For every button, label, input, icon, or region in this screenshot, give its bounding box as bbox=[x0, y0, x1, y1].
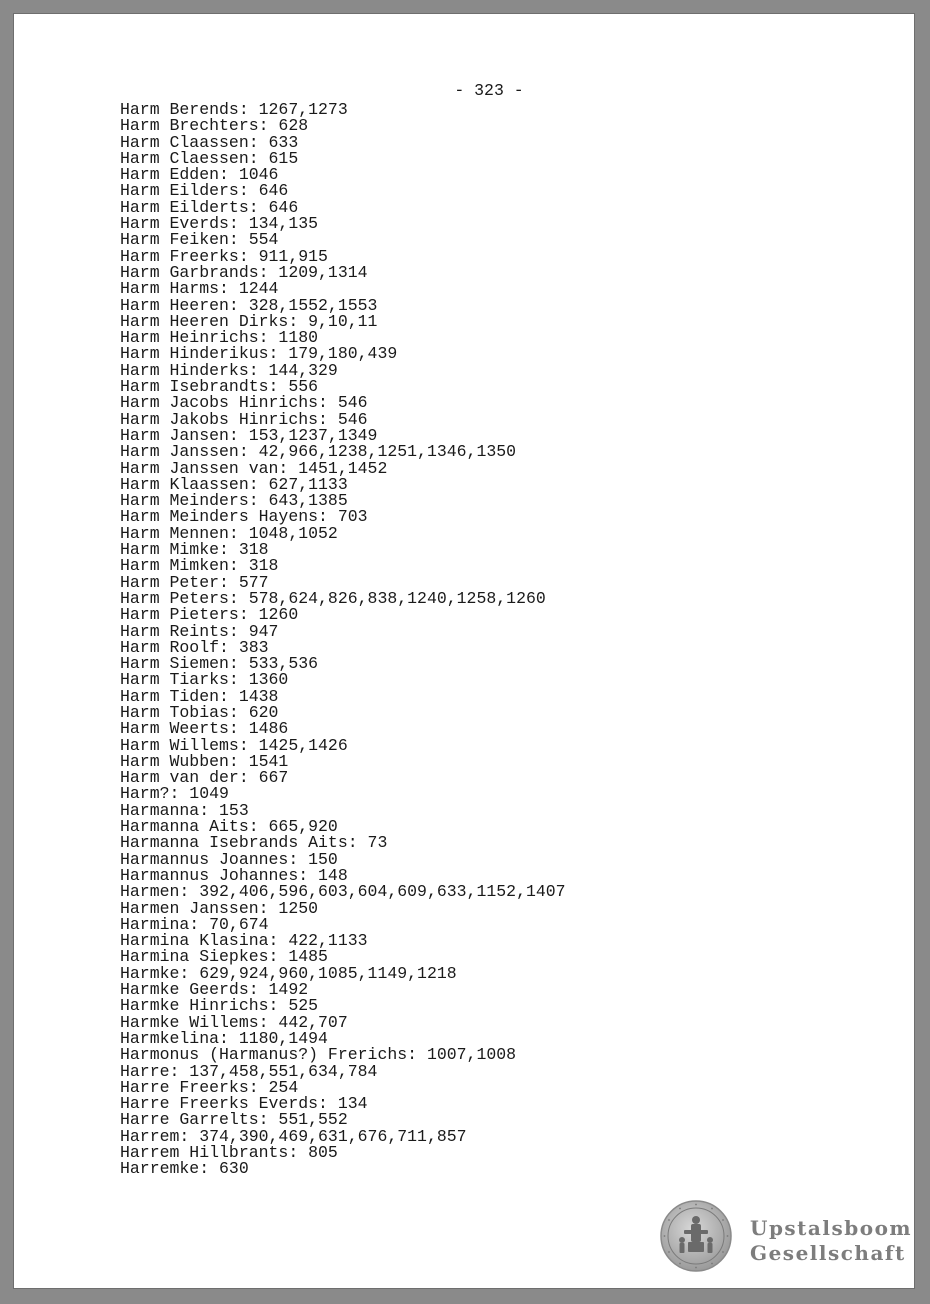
index-entry: Harm Tiden: 1438 bbox=[120, 686, 279, 706]
index-entry: Harm Hinderikus: 179,180,439 bbox=[120, 344, 398, 364]
index-entry: Harm Garbrands: 1209,1314 bbox=[120, 262, 368, 282]
index-entry: Harmina Klasina: 422,1133 bbox=[120, 931, 368, 951]
index-entry: Harm Everds: 134,135 bbox=[120, 214, 319, 234]
index-entry: Harm Roolf: 383 bbox=[120, 637, 269, 657]
index-entry: Harmannus Joannes: 150 bbox=[120, 849, 338, 869]
index-entry: Harm Peter: 577 bbox=[120, 572, 269, 592]
index-entry: Harm Weerts: 1486 bbox=[120, 719, 289, 739]
index-entry: Harm?: 1049 bbox=[120, 784, 229, 804]
index-entry: Harm Claessen: 615 bbox=[120, 148, 299, 168]
index-entry: Harmke: 629,924,960,1085,1149,1218 bbox=[120, 963, 457, 983]
index-entry: Harmannus Johannes: 148 bbox=[120, 865, 348, 885]
index-entry: Harmke Willems: 442,707 bbox=[120, 1012, 348, 1032]
watermark-line-1: Upstalsboom bbox=[750, 1216, 913, 1240]
index-entry: Harm Berends: 1267,1273 bbox=[120, 100, 348, 119]
index-entry: Harm Jacobs Hinrichs: 546 bbox=[120, 393, 368, 413]
index-entry: Harmina Siepkes: 1485 bbox=[120, 947, 328, 967]
index-entry: Harm Claassen: 633 bbox=[120, 132, 299, 152]
index-entry: Harm Edden: 1046 bbox=[120, 165, 279, 185]
index-entry: Harm Meinders Hayens: 703 bbox=[120, 507, 368, 527]
index-entry: Harrem: 374,390,469,631,676,711,857 bbox=[120, 1126, 467, 1146]
index-entry: Harmanna: 153 bbox=[120, 800, 249, 820]
index-entry: Harm Hinderks: 144,329 bbox=[120, 360, 338, 380]
index-entry: Harm Wubben: 1541 bbox=[120, 751, 289, 771]
index-entry: Harmina: 70,674 bbox=[120, 914, 269, 934]
index-entry-list bbox=[120, 102, 566, 1178]
index-entry: Harm Reints: 947 bbox=[120, 621, 279, 641]
index-entry: Harre Freerks Everds: 134 bbox=[120, 1094, 368, 1114]
index-entry: Harmke Geerds: 1492 bbox=[120, 980, 309, 1000]
document-page bbox=[14, 14, 914, 1288]
index-entry: Harm Heeren: 328,1552,1553 bbox=[120, 295, 378, 315]
watermark-line-2: Gesellschaft bbox=[750, 1241, 906, 1265]
index-entry: Harm Heeren Dirks: 9,10,11 bbox=[120, 311, 378, 331]
index-entry: Harm Mimken: 318 bbox=[120, 556, 279, 576]
index-entry: Harm Tiarks: 1360 bbox=[120, 670, 289, 690]
index-entry: Harm Tobias: 620 bbox=[120, 702, 279, 722]
index-entry: Harm Klaassen: 627,1133 bbox=[120, 474, 348, 494]
index-entry: Harm Eilderts: 646 bbox=[120, 197, 299, 217]
index-entry: Harmonus (Harmanus?) Frerichs: 1007,1008 bbox=[120, 1045, 517, 1065]
index-entry: Harre: 137,458,551,634,784 bbox=[120, 1061, 378, 1081]
index-entry: Harm Meinders: 643,1385 bbox=[120, 491, 348, 511]
index-entry: Harm Brechters: 628 bbox=[120, 116, 309, 136]
index-entry: Harremke: 630 bbox=[120, 1159, 249, 1179]
index-entry: Harmanna Isebrands Aits: 73 bbox=[120, 833, 388, 853]
index-entry: Harmke Hinrichs: 525 bbox=[120, 996, 319, 1016]
index-entry: Harm Mennen: 1048,1052 bbox=[120, 523, 338, 543]
index-entry: Harmen Janssen: 1250 bbox=[120, 898, 319, 918]
index-entry: Harm Pieters: 1260 bbox=[120, 605, 299, 625]
index-entry: Harmanna Aits: 665,920 bbox=[120, 817, 338, 837]
index-entry: Harm Peters: 578,624,826,838,1240,1258,1260 bbox=[120, 588, 546, 608]
index-entry: Harm Mimke: 318 bbox=[120, 540, 269, 560]
index-entry: Harm Janssen van: 1451,1452 bbox=[120, 458, 388, 478]
index-entry: Harmen: 392,406,596,603,604,609,633,1152,1407 bbox=[120, 882, 566, 902]
index-entry: Harm Heinrichs: 1180 bbox=[120, 328, 319, 348]
index-entry: Harm Jansen: 153,1237,1349 bbox=[120, 425, 378, 445]
index-entry: Harm Willems: 1425,1426 bbox=[120, 735, 348, 755]
index-entry: Harm Isebrandts: 556 bbox=[120, 377, 319, 397]
index-entry: Harm Jakobs Hinrichs: 546 bbox=[120, 409, 368, 429]
index-entry: Harm Feiken: 554 bbox=[120, 230, 279, 250]
index-entry: Harm Eilders: 646 bbox=[120, 181, 289, 201]
index-entry: Harre Garrelts: 551,552 bbox=[120, 1110, 348, 1130]
index-entry: Harm Freerks: 911,915 bbox=[120, 246, 328, 266]
index-entry: Harm Harms: 1244 bbox=[120, 279, 279, 299]
index-entry: Harm Siemen: 533,536 bbox=[120, 654, 319, 674]
page-number: - 323 - bbox=[454, 81, 524, 100]
index-entry: Harm Janssen: 42,966,1238,1251,1346,1350 bbox=[120, 442, 517, 462]
index-entry: Harre Freerks: 254 bbox=[120, 1077, 299, 1097]
index-entry: Harrem Hillbrants: 805 bbox=[120, 1143, 338, 1162]
index-entry: Harmkelina: 1180,1494 bbox=[120, 1028, 328, 1048]
society-watermark bbox=[750, 1216, 912, 1266]
index-entry: Harm van der: 667 bbox=[120, 768, 289, 788]
seal-icon bbox=[660, 1200, 732, 1272]
